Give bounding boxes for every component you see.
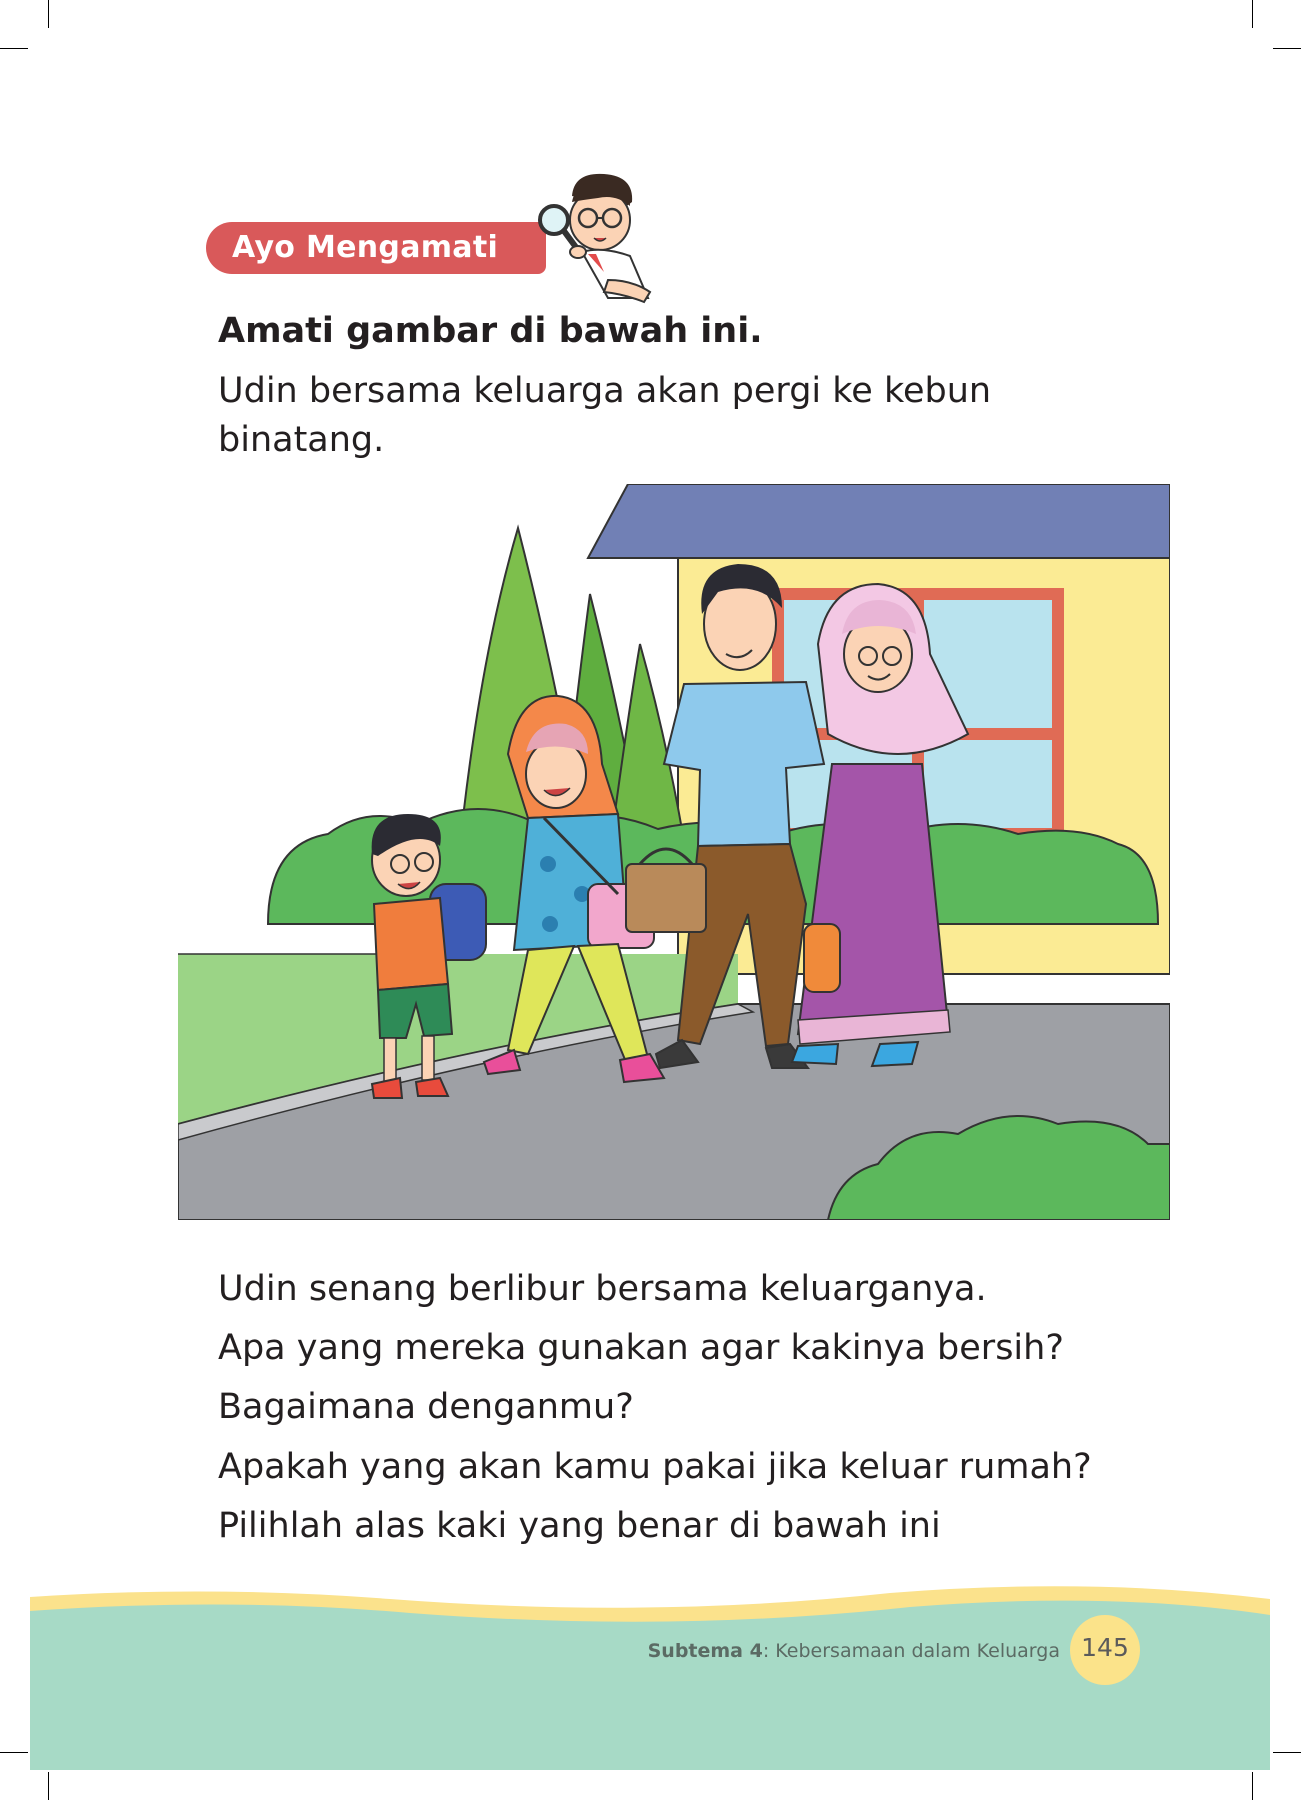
crop-mark xyxy=(1252,1772,1253,1800)
question-line: Pilihlah alas kaki yang benar di bawah ini xyxy=(218,1506,941,1546)
intro-line: Udin bersama keluarga akan pergi ke kebun xyxy=(218,371,992,411)
crop-mark xyxy=(0,1752,28,1753)
section-heading xyxy=(206,168,646,308)
crop-mark xyxy=(0,48,28,49)
crop-mark xyxy=(48,0,49,28)
crop-mark xyxy=(1273,1752,1301,1753)
subtema-label: Subtema 4 xyxy=(647,1640,763,1662)
intro-line: binatang. xyxy=(218,420,385,460)
subtema-caption xyxy=(648,1640,1060,1662)
crop-mark xyxy=(48,1772,49,1800)
crop-mark xyxy=(1273,48,1301,49)
instruction: Amati gambar di bawah ini. xyxy=(218,311,763,351)
family-walking-illustration xyxy=(178,484,1170,1220)
page-number: 145 xyxy=(1070,1615,1140,1685)
question-line: Apakah yang akan kamu pakai jika keluar rumah? xyxy=(218,1447,1092,1487)
question-line: Udin senang berlibur bersama keluarganya. xyxy=(218,1269,987,1309)
page-footer xyxy=(30,1585,1270,1770)
question-line: Bagaimana denganmu? xyxy=(218,1387,634,1427)
crop-mark xyxy=(1252,0,1253,28)
section-title: Ayo Mengamati xyxy=(206,222,546,274)
question-line: Apa yang mereka gunakan agar kakinya bersih? xyxy=(218,1328,1064,1368)
subtema-title: : Kebersamaan dalam Keluarga xyxy=(762,1640,1060,1662)
magnifier-boy-icon xyxy=(512,168,652,308)
